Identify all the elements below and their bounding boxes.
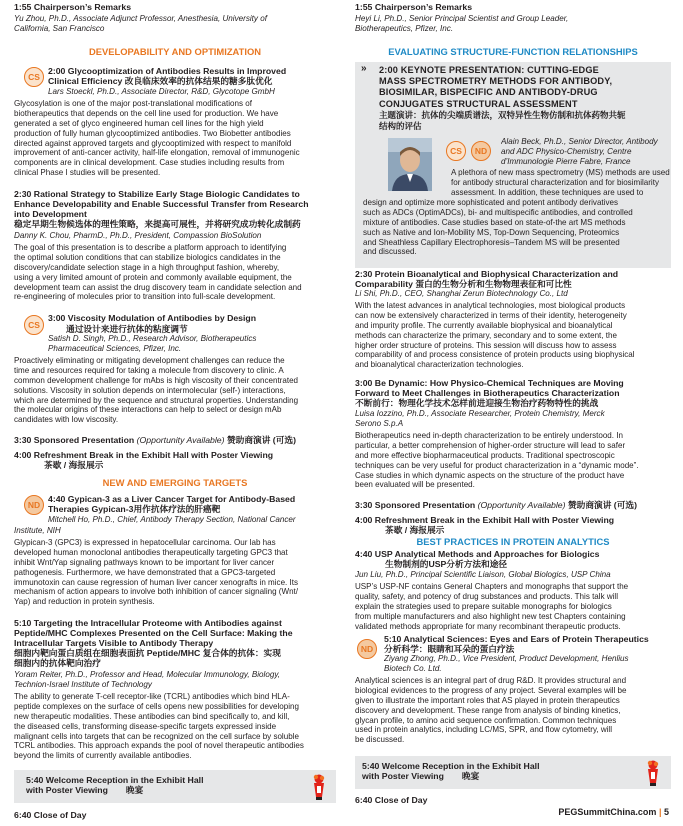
talk-author: Technion-Israel Institute of Technology <box>14 680 152 689</box>
talk-abstract: re-engineering of molecules prior to transition into full-scale development. <box>14 292 276 302</box>
talk-title: 4:40 Gypican-3 as a Liver Cancer Target for Antibody-Based <box>48 494 296 504</box>
nd-badge-icon: ND <box>471 141 491 161</box>
opportunity-note: (Opportunity Available) <box>136 435 225 445</box>
talk-abstract: common development challenge for mAbs is high viscosity of their concentrated <box>14 375 299 385</box>
reception-title: with Poster Viewing <box>26 785 108 796</box>
talk-abstract: TCRL antibodies. This approach expands the pool of novel therapeutic antibodies <box>14 741 304 751</box>
sponsored-cn: 赞助商演讲 (可选) <box>567 500 637 510</box>
talk-abstract: mechanism of action appears to involve both inhibition of cancer signaling (Wnt/ <box>14 587 299 597</box>
talk-abstract: and bioanalytical characterization technologies. <box>355 360 524 370</box>
talk-author: Li Shi, Ph.D., CEO, Shanghai Zerun Biotechnology Co., Ltd <box>355 289 568 298</box>
talk-abstract: Glypican-3 (GPC3) is expressed in hepatocellular carcinoma. Our lab has <box>14 538 276 547</box>
talk-abstract: discovery/candidate selection stage in a high throughput fashion, whereby, <box>14 262 280 272</box>
talk-abstract: and more effective biopharmaceutical products. Traditional spectroscopic <box>355 450 615 460</box>
talk-title: 5:10 Analytical Sciences: Eyes and Ears of Protein Therapeutics <box>384 634 649 644</box>
talk-abstract: discovery and development. These range from analysis of binding kinetics, <box>355 705 621 715</box>
talk-abstract: validated methods appropriate for many recombinant therapeutic products. <box>355 621 621 631</box>
talk-abstract: methods can characterize the primary, secondary and to some extent, the <box>355 330 617 340</box>
talk-abstract: malignant cells into targets that can be recognized on the cell surface by soluble <box>14 731 299 741</box>
nd-badge-icon: ND <box>357 639 377 659</box>
talk-abstract: directed against approved targets and glycooptimized with respect to manifold <box>14 138 292 148</box>
cocktail-icon <box>311 773 327 801</box>
reception-title: with Poster Viewing <box>362 771 444 782</box>
talk-abstract: components are in clinical development. Case studies including results from <box>14 158 285 168</box>
talk-abstract: Analytical sciences is an integral part of drug R&D. It provides structural and <box>355 676 627 685</box>
chair-heading <box>14 2 336 12</box>
nd-badge-icon: ND <box>24 495 44 515</box>
talk-abstract: inhibit Wnt/Yap signaling pathways known to be important for liver cancer <box>14 557 275 567</box>
chair-speaker: Biotherapeutics, Pfizer, Inc. <box>355 24 454 33</box>
talk-title: 5:10 Targeting the Intracellular Proteome with Antibodies against <box>14 618 282 628</box>
sponsored-time: 3:30 Sponsored Presentation <box>14 435 135 445</box>
keynote-abstract: such as ADCs (OptimADCs), bi- and multispecific antibodies, and controlled <box>363 207 633 217</box>
talk-abstract: which are determined by the sequence and structural properties. Understanding <box>14 395 299 405</box>
keynote-abstract: assessment. In addition, these techniques are used to <box>451 187 644 197</box>
sponsored-time: 3:30 Sponsored Presentation <box>355 500 476 510</box>
close-of-day-label: 6:40 Close of Day <box>14 810 87 820</box>
talk-title: Enhance Developability and Enable Successful Transfer from Research <box>14 199 309 210</box>
footer-website[interactable]: PEGSummitChina.com <box>558 807 657 817</box>
speaker-photo <box>388 138 432 191</box>
talk-abstract: using a very limited amount of protein and commonly available equipment, the <box>14 272 292 282</box>
talk-title: 3:00 Viscosity Modulation of Antibodies by Design <box>48 313 257 323</box>
cs-badge-icon: CS <box>24 67 44 87</box>
talk-abstract: the diseased cells, transforming disease-specific targets expressed inside <box>14 721 277 731</box>
talk-abstract: used in protein analytics, including LC/MS, SPR, and flow cytometry, will <box>355 725 613 735</box>
keynote-author: Alain Beck, Ph.D., Senior Director, Antibody <box>501 137 658 146</box>
keynote-abstract: for antibody structural characterization and for biosimilarity <box>451 177 659 187</box>
footer-separator: | <box>658 807 662 817</box>
close-of-day <box>355 795 671 805</box>
talk-title-cn: 细胞内的抗体靶向治疗 <box>14 658 101 669</box>
chair-label: Chairperson’s Remarks <box>374 2 473 12</box>
talk-abstract: and impurity profile. The currently available biophysical and bioanalytical <box>355 320 613 330</box>
chair-speaker: Heyi Li, Ph.D., Senior Principal Scientist and Group Leader, <box>355 14 569 23</box>
talk-abstract: The ability to generate T-cell receptor-like (TCRL) antibodies which bind HLA- <box>14 692 290 701</box>
talk-title: Forward to Meet Challenges in Biotherapeutics Characterization <box>355 388 620 399</box>
talk-author: Lars Stoeckl, Ph.D., Associate Director, R&D, Glycotope GmbH <box>48 87 275 96</box>
reception-cn: 晚宴 <box>125 785 144 796</box>
keynote-abstract: design and optimize more sophisticated and potent antibody derivatives <box>363 198 618 207</box>
talk-abstract: improvement of anti-cancer activity, half-life elongation, removal of immunogenic <box>14 148 300 158</box>
speaker-photo-image <box>388 138 432 191</box>
talk-abstract: With the latest advances in analytical technologies, most biological products <box>355 301 626 310</box>
keynote-title-cn: 结构的评估 <box>379 121 422 131</box>
talk-title: 2:00 Glycooptimization of Antibodies Results in Improved <box>48 66 287 76</box>
page-footer <box>558 807 669 817</box>
talk-abstract: explain the strategies used to prepare suitable monographs for biologics <box>355 601 612 611</box>
reception-title: 5:40 Welcome Reception in the Exhibit Hall <box>26 775 204 785</box>
chair-time: 1:55 <box>14 2 32 12</box>
talk-abstract: Yap) and reduction in protein synthesis. <box>14 597 155 607</box>
talk-author: Biotech Co. Ltd. <box>384 664 442 673</box>
chair-speaker: Yu Zhou, Ph.D., Associate Adjunct Professor, Anesthesia, University of <box>14 14 267 23</box>
section-heading: EVALUATING STRUCTURE-FUNCTION RELATIONSHIPS <box>388 46 638 57</box>
keynote-author: d’Immunologie Pierre Fabre, France <box>501 157 631 166</box>
talk-title: 2:30 Rational Strategy to Stabilize Early Stage Biologic Candidates to <box>14 189 300 199</box>
talk-abstract: particular, a better comprehension of higher-order structure will lead to safer <box>355 440 626 450</box>
talk-title: 3:00 Be Dynamic: How Physico-Chemical Techniques are Moving <box>355 378 624 388</box>
talk-author: Mitchell Ho, Ph.D., Chief, Antibody Therapy Section, National Cancer <box>48 515 296 524</box>
talk-title-cn: 生物制剂的USP分析方法和途径 <box>385 559 508 569</box>
talk-author: Institute, NIH <box>14 526 61 535</box>
reception-box <box>14 770 336 803</box>
talk-abstract: new therapeutic modalities. These antibodies can bind specifically to, and kill, <box>14 711 290 721</box>
keynote-abstract: A plethora of new mass spectrometry (MS) methods are used <box>451 168 670 177</box>
talk-abstract: candidates with low viscosity. <box>14 415 119 425</box>
talk-author: Danny K. Chou, PharmD., Ph.D., President, Compassion BioSolution <box>14 231 262 240</box>
break-title-cn: 茶歇 / 海报展示 <box>44 460 104 471</box>
sponsored-presentation <box>14 435 336 445</box>
talk-title: Clinical Efficiency 改良临床效率的抗体结果的糖多肽优化 <box>48 76 273 87</box>
cs-badge-icon: CS <box>446 141 466 161</box>
talk-abstract: solutions. Viscosity in solution depends on intermolecular (self-) interactions, <box>14 385 286 395</box>
refreshment-break <box>355 515 671 535</box>
keynote-abstract: such as Native and Ion-Mobility MS, Top-Down Sequencing, Proteomics <box>363 227 620 237</box>
talk-abstract: developed human monoclonal antibodies therapeutically targeting GPC3 that <box>14 547 288 557</box>
keynote-box <box>355 62 671 268</box>
talk-title: Therapies Gypican-3用作抗体疗法的肝癌靶 <box>48 504 221 515</box>
talk-author: Pharmaceutical Sciences, Pfizer, Inc. <box>48 344 182 353</box>
talk-title-cn: 分析科学：眼睛和耳朵的蛋白疗法 <box>384 644 515 655</box>
talk-abstract: given to illustrate the important roles that AS played in protein therapeutics <box>355 695 620 705</box>
talk-abstract: been evaluated will be presented. <box>355 480 475 490</box>
talk-abstract: be discussed. <box>355 735 405 745</box>
break-title: 4:00 Refreshment Break in the Exhibit Hall with Poster Viewing <box>14 450 274 460</box>
talk-abstract: Biotherapeutics need in-depth characterization to be entirely understood. In <box>355 431 623 440</box>
chair-speaker: California, San Francisco <box>14 24 105 33</box>
reception-cn: 晚宴 <box>461 771 480 782</box>
talk-abstract: The goal of this presentation is to describe a platform approach to identifying <box>14 243 287 252</box>
talk-title: into Development <box>14 209 87 220</box>
talk-abstract: higher order structure of proteins. This session will discuss how to assess <box>355 340 617 350</box>
talk-author: Luisa Iozzino, Ph.D., Associate Researcher, Protein Chemistry, Merck <box>355 409 605 418</box>
talk-abstract: peptide complexes on the surface of cells opens new possibilities for developing <box>14 701 299 711</box>
talk-author: Satish D. Singh, Ph.D., Research Advisor, Biotherapeutics <box>48 334 257 343</box>
talk-abstract: glycan profile, to amino acid sequence confirmation. Common techniques <box>355 715 617 725</box>
close-of-day-label: 6:40 Close of Day <box>355 795 428 805</box>
talk-author: Serono S.p.A <box>355 419 404 428</box>
talk-abstract: biological evidences to the progress of any project. Several examples will be <box>355 685 627 695</box>
break-title: 4:00 Refreshment Break in the Exhibit Hall with Poster Viewing <box>355 515 615 525</box>
cocktail-icon <box>645 759 661 787</box>
keynote-chevron-icon: » <box>361 63 367 74</box>
talk-abstract: biotherapeutics that depends on the cell line used for production. We have <box>14 108 279 118</box>
keynote-abstract: mixture of antibodies. Case studies based on state-of-the art MS methods <box>363 217 626 227</box>
talk-abstract: Case studies in which dynamic aspects on the structure of the product have <box>355 470 625 480</box>
keynote-abstract: and Sheathless Capillary Electrophoresis–Tandem MS will be presented <box>363 237 620 247</box>
section-heading: BEST PRACTICES IN PROTEIN ANALYTICS <box>416 536 610 547</box>
talk-abstract: generated a set of glyco engineered human cell lines for the high yield <box>14 118 264 128</box>
talk-abstract: quality, safety, and potency of drug substances and products. This talk will <box>355 591 619 601</box>
section-heading: NEW AND EMERGING TARGETS <box>102 477 248 488</box>
talk-title-cn: 细胞内靶向蛋白质组在细胞表面抗 Peptide/MHC 复合体的抗体：实现 <box>14 648 281 659</box>
talk-abstract: immunotoxin can cause regression of human liver cancer xenografts in mice. Its <box>14 577 299 587</box>
talk-title: Comparability 蛋白的生物分析和生物物理表征和可比性 <box>355 279 572 290</box>
reception-box <box>355 756 671 789</box>
keynote-title: MASS SPECTROMETRY METHODS FOR ANTIBODY, <box>379 76 613 87</box>
keynote-abstract: and discussed. <box>363 247 417 257</box>
chair-label: Chairperson’s Remarks <box>33 2 132 12</box>
chair-heading <box>355 2 671 12</box>
keynote-title: CONJUGATES STRUCTURAL ASSESSMENT <box>379 98 578 109</box>
close-of-day <box>14 810 336 820</box>
keynote-title-cn: 主题演讲：抗体的尖端质谱法，双特异性生物仿制和抗体药物共轭 <box>379 110 626 120</box>
talk-abstract: Proactively eliminating or mitigating development challenges can reduce the <box>14 356 285 365</box>
talk-abstract: pathogenesis. Furthermore, we have demonstrated that a GPC3-targeted <box>14 567 276 577</box>
talk-title: 2:30 Protein Bioanalytical and Biophysical Characterization and <box>355 269 619 279</box>
talk-abstract: can now be extensively characterized in terms of their identity, heterogeneity <box>355 310 627 320</box>
sponsored-cn: 赞助商演讲 (可选) <box>226 435 296 445</box>
talk-abstract: development team can assist the drug discovery team in candidate selection and <box>14 282 302 292</box>
keynote-title: BIOSIMILAR, BISPECIFIC AND ANTIBODY-DRUG <box>379 87 598 98</box>
talk-abstract: from multiple manufacturers and also highlight new test Chapters containing <box>355 611 626 621</box>
talk-title-cn: 不断前行：物理化学技术怎样前进迎接生物治疗药物特性的挑战 <box>355 398 599 409</box>
talk-abstract: USP’s USP-NF contains General Chapters and monographs that support the <box>355 582 629 591</box>
break-title-cn: 茶歇 / 海报展示 <box>385 525 445 536</box>
sponsored-presentation <box>355 500 671 510</box>
keynote-author: and ADC Physico-Chemistry, Centre <box>501 147 632 156</box>
opportunity-note: (Opportunity Available) <box>477 500 566 510</box>
refreshment-break <box>14 450 336 470</box>
talk-abstract: comparability of and process consistence of protein products using biophysical <box>355 350 635 360</box>
talk-abstract: production of fully human glycooptimized antibodies. Two Biobetter antibodies <box>14 128 291 138</box>
talk-title: Peptide/MHC Complexes Presented on the Cell Surface: Making the <box>14 628 293 639</box>
talk-author: Ziyang Zhong, Ph.D., Vice President, Product Development, Henlius <box>384 654 629 663</box>
talk-abstract: Glycosylation is one of the major post-translational modifications of <box>14 99 252 108</box>
section-heading: DEVELOPABILITY AND OPTIMIZATION <box>88 46 262 57</box>
page-number: 5 <box>663 807 669 817</box>
talk-title-cn: 通过设计来进行抗体的粘度调节 <box>66 324 188 334</box>
talk-abstract: the molecular origins of these interactions can help to select or design mAb <box>14 405 282 415</box>
talk-abstract: clinical Phase I studies will be presented. <box>14 168 161 178</box>
talk-abstract: the optimal solution conditions that can stabilize biologics candidates in the <box>14 252 281 262</box>
talk-abstract: beyond the limits of currently available antibodies. <box>14 751 192 761</box>
talk-abstract: time and resources required for taking a molecule from discovery to clinic. A <box>14 365 284 375</box>
keynote-title: 2:00 KEYNOTE PRESENTATION: CUTTING-EDGE <box>379 65 599 75</box>
talk-author: Jun Liu, Ph.D., Principal Scientific Liaison, Global Biologics, USP China <box>355 570 611 579</box>
talk-title-cn: 稳定早期生物候选体的理性策略，来提高可展性，并将研究成功转化成制药 <box>14 219 301 230</box>
cs-badge-icon: CS <box>24 315 44 335</box>
talk-abstract: techniques can be very useful for product characterization in a “dynamic mode”. <box>355 460 639 470</box>
reception-title: 5:40 Welcome Reception in the Exhibit Hall <box>362 761 540 771</box>
talk-title: 4:40 USP Analytical Methods and Approaches for Biologics <box>355 549 600 559</box>
talk-author: Yoram Reiter, Ph.D., Professor and Head, Molecular Immunology, Biology, <box>14 670 281 679</box>
chair-time: 1:55 <box>355 2 373 12</box>
talk-title: Intracellular Targets Visible to Antibody Therapy <box>14 638 214 649</box>
